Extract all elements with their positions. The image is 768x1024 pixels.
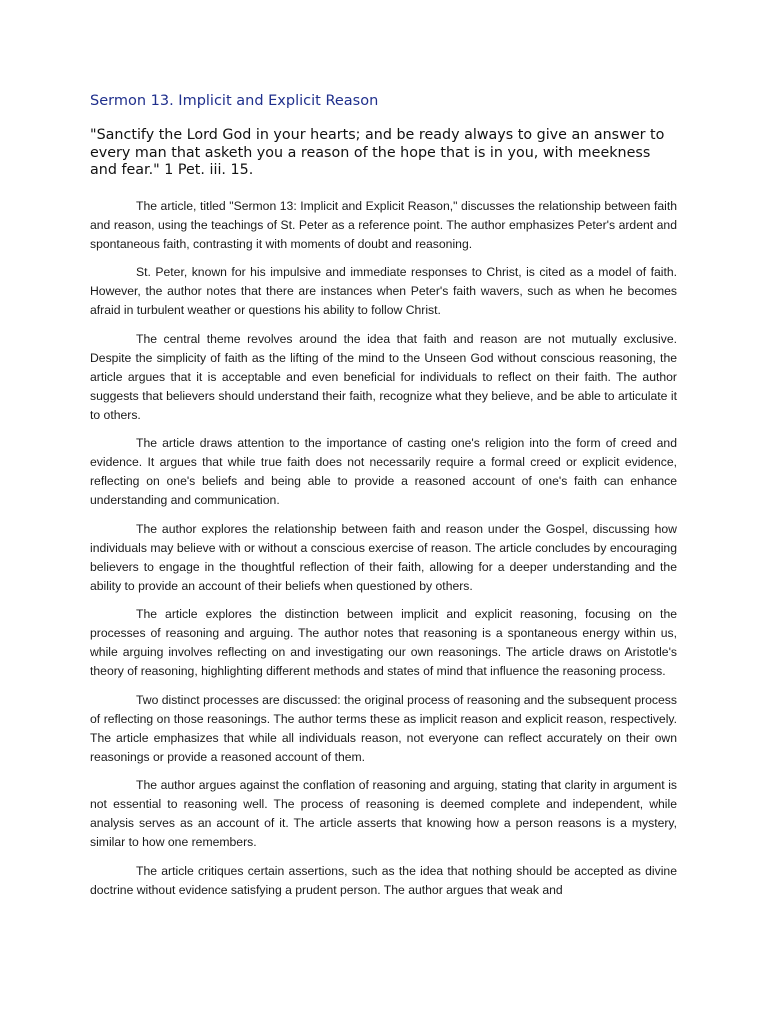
epigraph-quote: "Sanctify the Lord God in your hearts; and be ready always to give an answer to every man that asketh you a reason of the hope that is in you, with meekness and fear." 1 Pet. iii. 15. [90,127,665,178]
body-paragraph-7: Two distinct processes are discussed: the original process of reasoning and the subsequent process of reflecting on those reasonings. The author terms these as implicit reason and explicit reason, respectively. The article emphasizes that while all individuals reason, not everyone can reflect accurately on their own reasonings or provide a reasoned account of them. [90,692,677,764]
body-paragraph-4: The article draws attention to the importance of casting one's religion into the form of creed and evidence. It argues that while true faith does not necessarily require a formal creed or explicit evidence, reflecting on one's beliefs and being able to provide a reasoned account of one's faith can enhance understanding and communication. [90,436,677,507]
body-paragraph-6: The article explores the distinction between implicit and explicit reasoning, focusing on the processes of reasoning and arguing. The author notes that reasoning is a spontaneous energy within us, while arguing involves reflecting on and investigating our own reasonings. The article draws on Aristotle's theory of reasoning, highlighting different methods and states of mind that influence the reasoning process. [90,607,677,678]
document-page [90,91,677,909]
body-paragraph-1: The article, titled "Sermon 13: Implicit and Explicit Reason," discusses the relationship between faith and reason, using the teachings of St. Peter as a reference point. The author emphasizes Peter's ardent and spontaneous faith, contrasting it with moments of doubt and reasoning. [90,198,677,251]
body-paragraph-5: The author explores the relationship between faith and reason under the Gospel, discussing how individuals may believe with or without a conscious exercise of reason. The article concludes by encouraging believers to engage in the thoughtful reflection of their faith, allowing for a deeper understanding and the ability to provide an account of their beliefs when questioned by others. [90,521,677,593]
body-paragraph-3: The central theme revolves around the idea that faith and reason are not mutually exclusive. Despite the simplicity of faith as the lifting of the mind to the Unseen God without conscious reasoning, the article argues that it is acceptable and even beneficial for individuals to reflect on their faith. The author suggests that believers should understand their faith, recognize what they believe, and be able to articulate it to others. [90,331,677,422]
body-paragraph-2: St. Peter, known for his impulsive and immediate responses to Christ, is cited as a model of faith. However, the author notes that there are instances when Peter's faith wavers, such as when he becomes afraid in turbulent weather or questions his ability to follow Christ. [90,265,677,317]
body-paragraph-9: The article critiques certain assertions, such as the idea that nothing should be accepted as divine doctrine without evidence satisfying a prudent person. The author argues that weak and [90,863,677,897]
body-paragraph-8: The author argues against the conflation of reasoning and arguing, stating that clarity in argument is not essential to reasoning well. The process of reasoning is deemed complete and independent, while analysis serves as an account of it. The article asserts that knowing how a person reasons is a mystery, similar to how one remembers. [90,778,677,849]
document-title: Sermon 13. Implicit and Explicit Reason [90,93,379,109]
